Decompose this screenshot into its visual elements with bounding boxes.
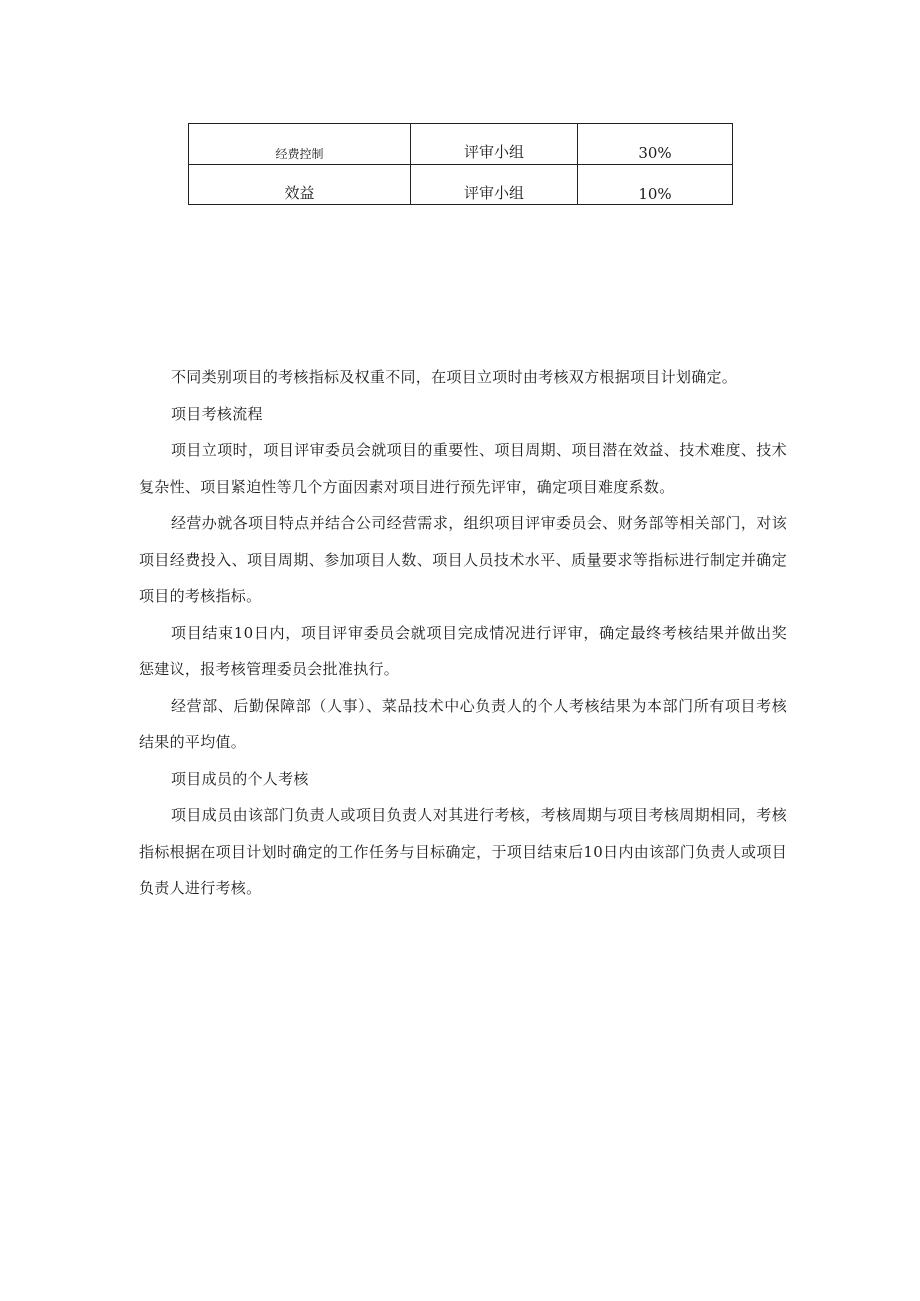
table-row: [189, 165, 733, 205]
table-cell-weight: 10%: [578, 165, 733, 205]
heading-assessment-process: 项目考核流程: [171, 404, 263, 423]
paragraph-weight-note: 不同类别项目的考核指标及权重不同，在项目立项时由考核双方根据项目计划确定。: [171, 368, 738, 386]
document-body: [139, 359, 787, 907]
heading-member-assessment: 项目成员的个人考核: [171, 769, 309, 788]
table-row: [189, 124, 733, 165]
paragraph-project-initiation: 项目立项时，项目评审委员会就项目的重要性、项目周期、项目潜在效益、技术难度、技术复杂性、项目紧迫性等几个方面因素对项目进行预先评审，确定项目难度系数。: [139, 441, 787, 496]
table-cell-item: 经费控制: [189, 124, 411, 165]
table-cell-assessor: 评审小组: [411, 165, 578, 205]
paragraph-project-closing: 项目结束10日内，项目评审委员会就项目完成情况进行评审，确定最终考核结果并做出奖惩建议，报考核管理委员会批准执行。: [139, 623, 787, 678]
paragraph-member-assessment: 项目成员由该部门负责人或项目负责人对其进行考核，考核周期与项目考核周期相同，考核指标根据在项目计划时确定的工作任务与目标确定，于项目结束后10日内由该部门负责人或项目负责人进行考核。: [139, 806, 787, 897]
paragraph-manager-result: 经营部、后勤保障部（人事）、菜品技术中心负责人的个人考核结果为本部门所有项目考核结果的平均值。: [139, 696, 787, 751]
paragraph-indicator-setting: 经营办就各项目特点并结合公司经营需求，组织项目评审委员会、财务部等相关部门，对该项目经费投入、项目周期、参加项目人数、项目人员技术水平、质量要求等指标进行制定并确定项目的考核指标。: [139, 514, 787, 605]
assessment-weight-table: [188, 123, 733, 205]
table-cell-assessor: 评审小组: [411, 124, 578, 165]
table-cell-item: 效益: [189, 165, 411, 205]
table-cell-weight: 30%: [578, 124, 733, 165]
